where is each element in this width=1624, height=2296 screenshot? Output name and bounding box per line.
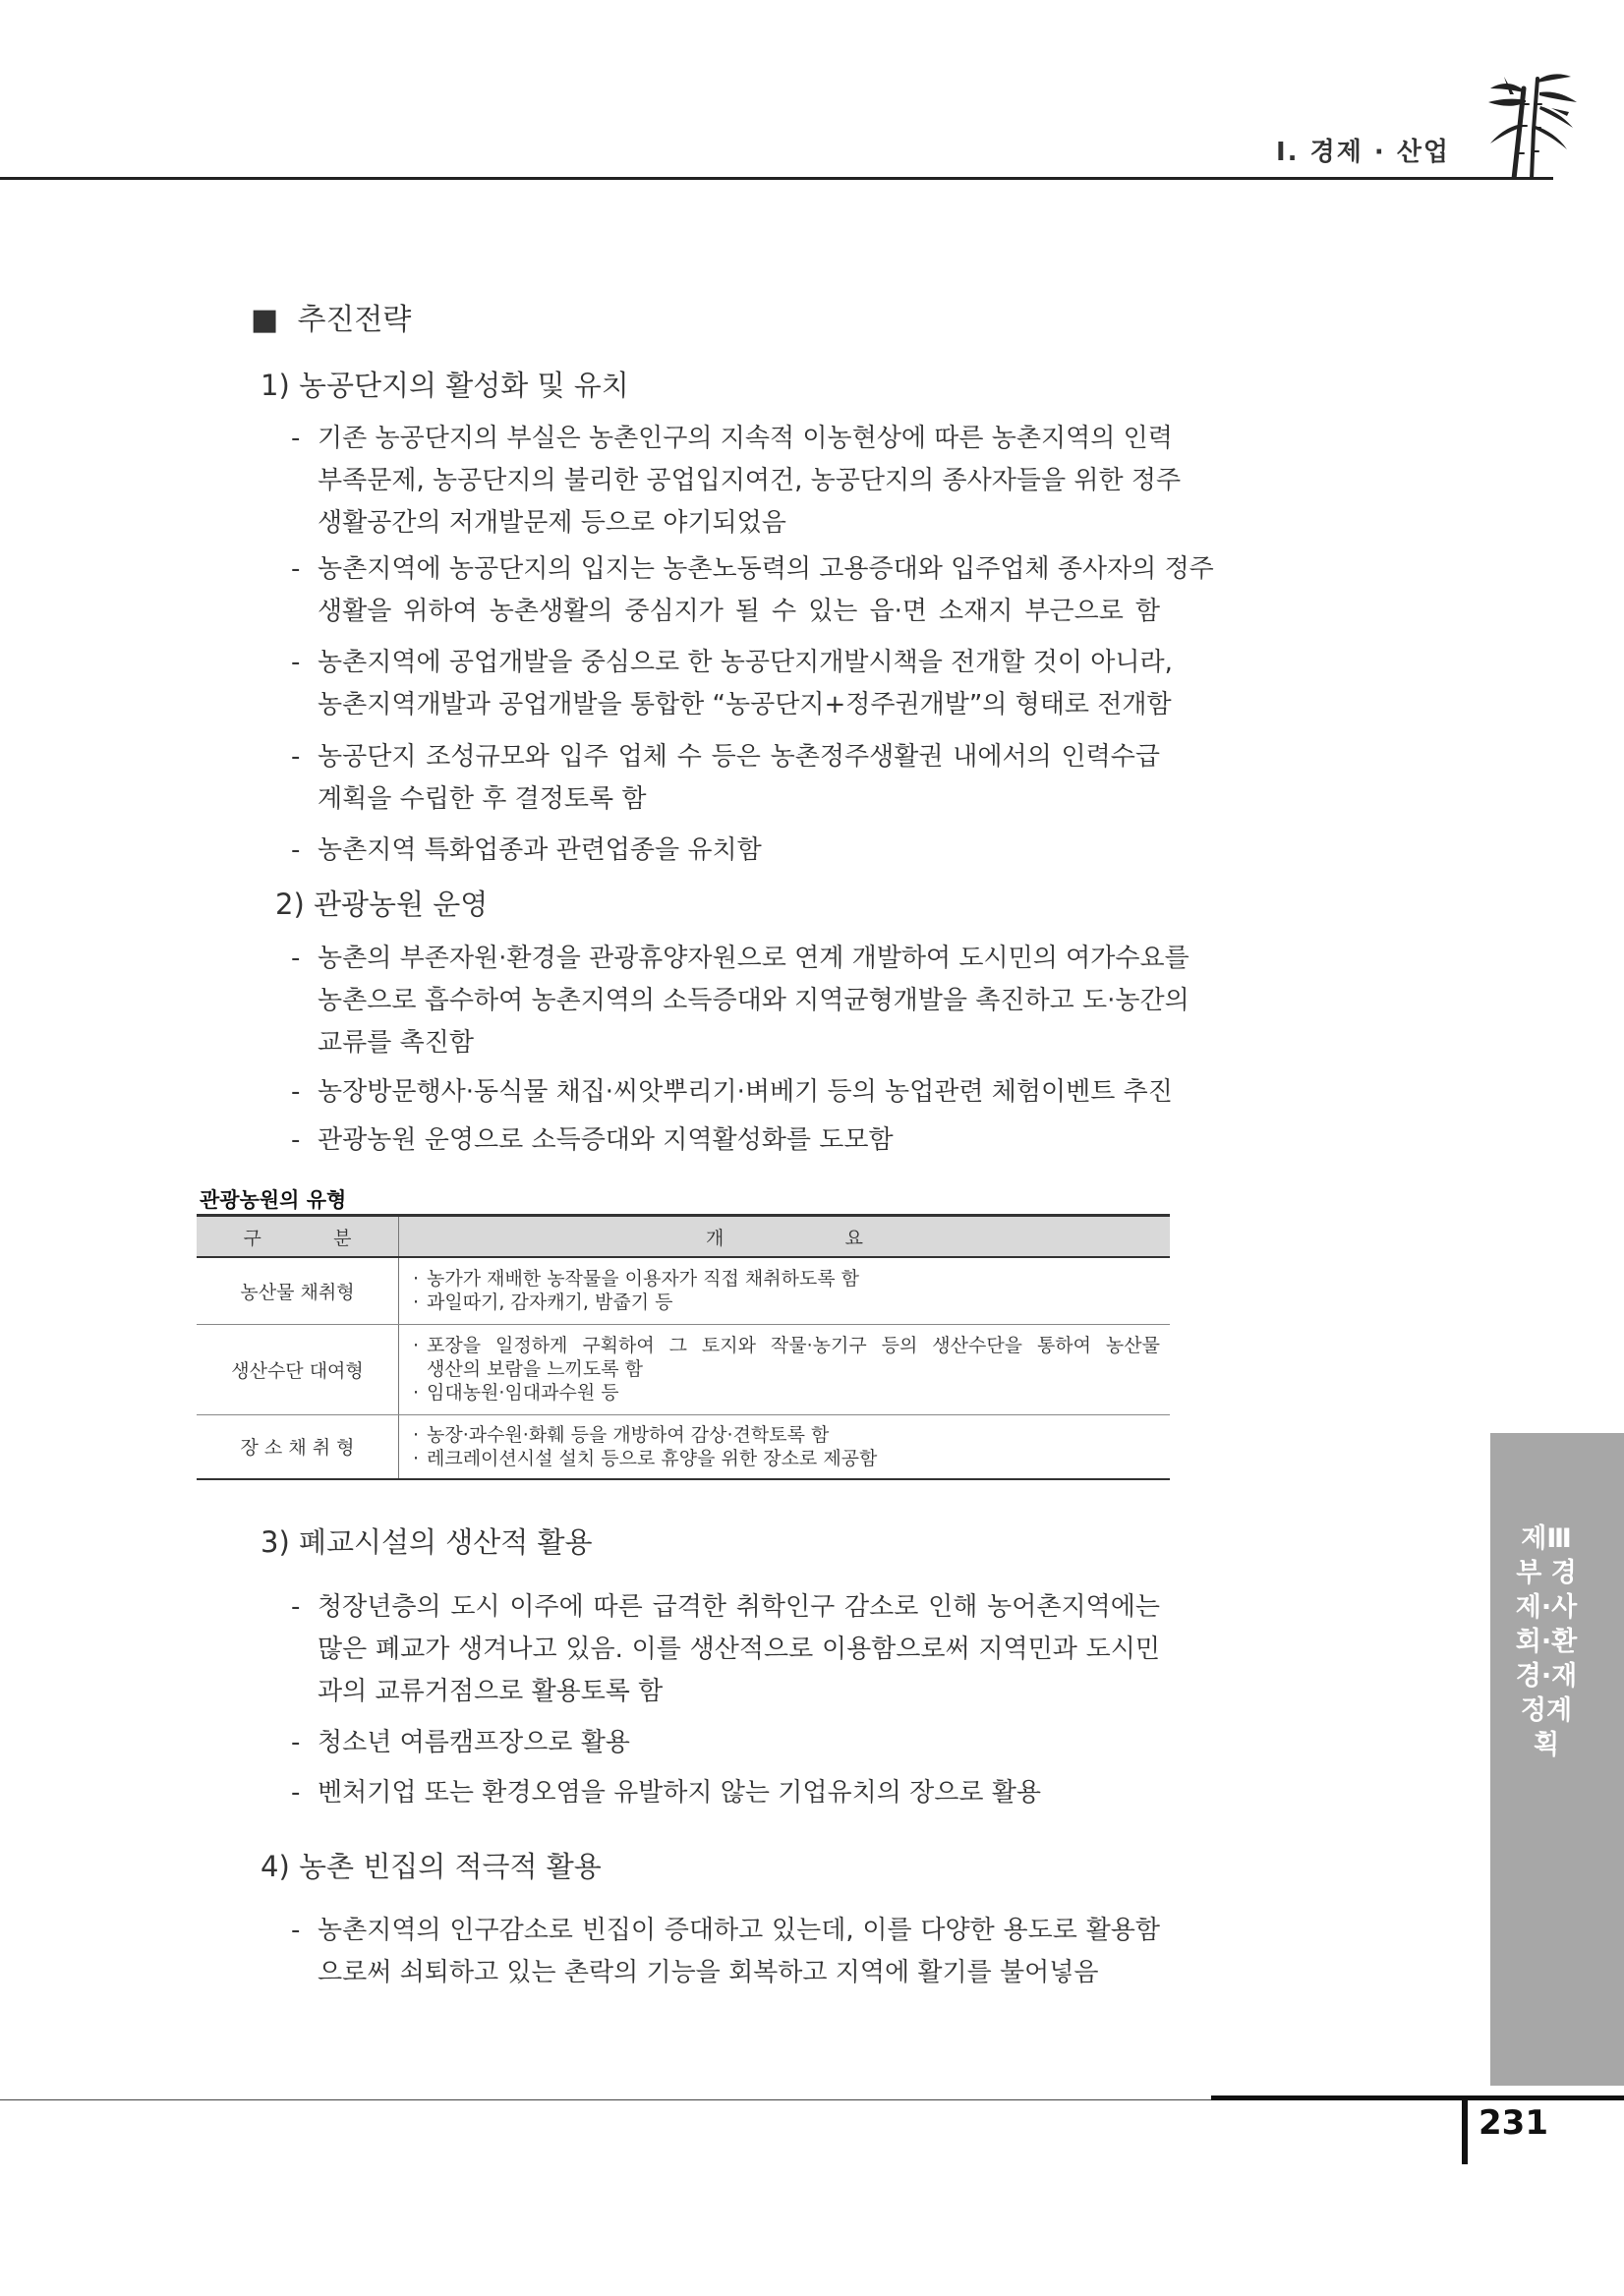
subsection-heading: 4) 농촌 빈집의 적극적 활용 [261, 1850, 602, 1883]
bullet-item: - 기존 농공단지의 부실은 농촌인구의 지속적 이농현상에 따른 농촌지역의 인력 부족문제, 농공단지의 불리한 공업입지여건, 농공단지의 종사자들을 위한 정주 생활공간의 저개발문제 등으로 야기되었음 [318, 418, 1160, 545]
bullet-line: 농촌지역의 인구감소로 빈집이 증대하고 있는데, 이를 다양한 용도로 활용함 [318, 1916, 1160, 1945]
bullet-line: 농촌지역에 농공단지의 입지는 농촌노동력의 고용증대와 입주업체 종사자의 정주 [318, 554, 1214, 584]
table-row [197, 1414, 1170, 1479]
bamboo-decoration-icon [1475, 69, 1585, 179]
bullet-line: 농촌지역 특화업종과 관련업종을 유치함 [318, 835, 762, 865]
tourism-farm-type-table [197, 1214, 1170, 1480]
section-marker: ■ [251, 303, 279, 337]
bullet-item: - 농장방문행사·동식물 채집·씨앗뿌리기·벼베기 등의 농업관련 체험이벤트 추진 [318, 1071, 1160, 1114]
bullet-line: 많은 폐교가 생겨나고 있음. 이를 생산적으로 이용함으로써 지역민과 도시민 [318, 1635, 1160, 1664]
bullet-item: - 농공단지 조성규모와 입주 업체 수 등은 농촌정주생활권 내에서의 인력수급 계획을 수립한 후 결정토록 함 [318, 736, 1160, 821]
chapter-title: Ⅰ. 경제 · 산업 [1276, 138, 1451, 167]
bullet-item: - 청소년 여름캠프장으로 활용 [318, 1722, 1160, 1764]
bullet-line: 농공단지 조성규모와 입주 업체 수 등은 농촌정주생활권 내에서의 인력수급 [318, 742, 1160, 772]
subsection-heading: 3) 폐교시설의 생산적 활용 [261, 1525, 593, 1559]
section-title [251, 295, 411, 338]
subsection-heading: 2) 관광농원 운영 [275, 888, 489, 921]
bullet-item: - 농촌의 부존자원·환경을 관광휴양자원으로 연계 개발하여 도시민의 여가수요를 농촌으로 흡수하여 농촌지역의 소득증대와 지역균형개발을 촉진하고 도·농간의 교류를 촉진함 [318, 938, 1160, 1064]
bullet-line: 과의 교류거점으로 활용토록 함 [318, 1677, 664, 1706]
part-side-tab-label: 제Ⅲ부 경제·사회·환경·재정계획 [1515, 1523, 1578, 1760]
bullet-item: - 벤처기업 또는 환경오염을 유발하지 않는 기업유치의 장으로 활용 [318, 1772, 1160, 1814]
section-title-text: 추진전략 [297, 303, 412, 337]
bullet-line: 생활공간의 저개발문제 등으로 야기되었음 [318, 508, 786, 538]
bullet-line: 농촌지역개발과 공업개발을 통합한 “농공단지+정주권개발”의 형태로 전개함 [318, 690, 1172, 719]
table-cell-summary: · 농가가 재배한 농작물을 이용자가 직접 채취하도록 함 · 과일따기, 감자캐기, 밤줍기 등 [399, 1257, 1171, 1324]
page-number: 231 [1479, 2103, 1548, 2143]
page-number-bar [1462, 2099, 1468, 2164]
bullet-line: 부족문제, 농공단지의 불리한 공업입지여건, 농공단지의 종사자들을 위한 정주 [318, 466, 1182, 495]
bullet-item: - 청장년층의 도시 이주에 따른 급격한 취학인구 감소로 인해 농어촌지역에는 많은 폐교가 생겨나고 있음. 이를 생산적으로 이용함으로써 지역민과 도시민 과의 교류거점으로 활용토록 함 [318, 1586, 1160, 1713]
table-cell-category: 장 소 채 취 형 [197, 1414, 399, 1479]
bullet-line: 관광농원 운영으로 소득증대와 지역활성화를 도모함 [318, 1125, 894, 1155]
table-cell-category: 생산수단 대여형 [197, 1324, 399, 1414]
bullet-line: 청소년 여름캠프장으로 활용 [318, 1728, 630, 1757]
footer-rule-thick [1211, 2095, 1624, 2100]
bullet-item: - 농촌지역의 인구감소로 빈집이 증대하고 있는데, 이를 다양한 용도로 활용함 으로써 쇠퇴하고 있는 촌락의 기능을 회복하고 지역에 활기를 불어넣음 [318, 1910, 1160, 1994]
table-caption: 관광농원의 유형 [200, 1188, 347, 1212]
bullet-line: 기존 농공단지의 부실은 농촌인구의 지속적 이농현상에 따른 농촌지역의 인력 [318, 424, 1173, 453]
header-rule [0, 177, 1553, 180]
table-row [197, 1324, 1170, 1414]
bullet-line: 생활을 위하여 농촌생활의 중심지가 될 수 있는 읍·면 소재지 부근으로 함 [318, 597, 1160, 626]
bullet-line: 으로써 쇠퇴하고 있는 촌락의 기능을 회복하고 지역에 활기를 불어넣음 [318, 1958, 1099, 1987]
bullet-line: 농촌으로 흡수하여 농촌지역의 소득증대와 지역균형개발을 촉진하고 도·농간의 [318, 986, 1189, 1015]
footer-rule [0, 2099, 1223, 2100]
bullet-line: 계획을 수립한 후 결정토록 함 [318, 784, 647, 814]
bullet-item: - 농촌지역에 농공단지의 입지는 농촌노동력의 고용증대와 입주업체 종사자의 정주 생활을 위하여 농촌생활의 중심지가 될 수 있는 읍·면 소재지 부근으로 함 [318, 548, 1160, 633]
table-cell-summary: · 포장을 일정하게 구획하여 그 토지와 작물·농기구 등의 생산수단을 통하여 농산물 생산의 보람을 느끼도록 함 · 임대농원·임대과수원 등 [399, 1324, 1171, 1414]
bullet-line: 농장방문행사·동식물 채집·씨앗뿌리기·벼베기 등의 농업관련 체험이벤트 추진 [318, 1077, 1173, 1107]
bullet-line: 청장년층의 도시 이주에 따른 급격한 취학인구 감소로 인해 농어촌지역에는 [318, 1592, 1160, 1622]
column-header-category: 구 분 [197, 1216, 399, 1258]
bullet-line: 농촌의 부존자원·환경을 관광휴양자원으로 연계 개발하여 도시민의 여가수요를 [318, 944, 1189, 973]
table-row [197, 1257, 1170, 1324]
table-cell-summary: · 농장·과수원·화훼 등을 개방하여 감상·견학토록 함 · 레크레이션시설 설치 등으로 휴양을 위한 장소로 제공함 [399, 1414, 1171, 1479]
bullet-item: - 관광농원 운영으로 소득증대와 지역활성화를 도모함 [318, 1119, 1160, 1162]
column-header-summary: 개 요 [399, 1216, 1171, 1258]
table-cell-category: 농산물 채취형 [197, 1257, 399, 1324]
bullet-line: 농촌지역에 공업개발을 중심으로 한 농공단지개발시책을 전개할 것이 아니라, [318, 648, 1173, 677]
bullet-line: 벤처기업 또는 환경오염을 유발하지 않는 기업유치의 장으로 활용 [318, 1778, 1041, 1808]
bullet-item: - 농촌지역 특화업종과 관련업종을 유치함 [318, 830, 1160, 872]
subsection-heading: 1) 농공단지의 활성화 및 유치 [261, 369, 629, 402]
bullet-line: 교류를 촉진함 [318, 1028, 474, 1058]
bullet-item: - 농촌지역에 공업개발을 중심으로 한 농공단지개발시책을 전개할 것이 아니라, 농촌지역개발과 공업개발을 통합한 “농공단지+정주권개발”의 형태로 전개함 [318, 642, 1160, 726]
table-header-row [197, 1216, 1170, 1258]
